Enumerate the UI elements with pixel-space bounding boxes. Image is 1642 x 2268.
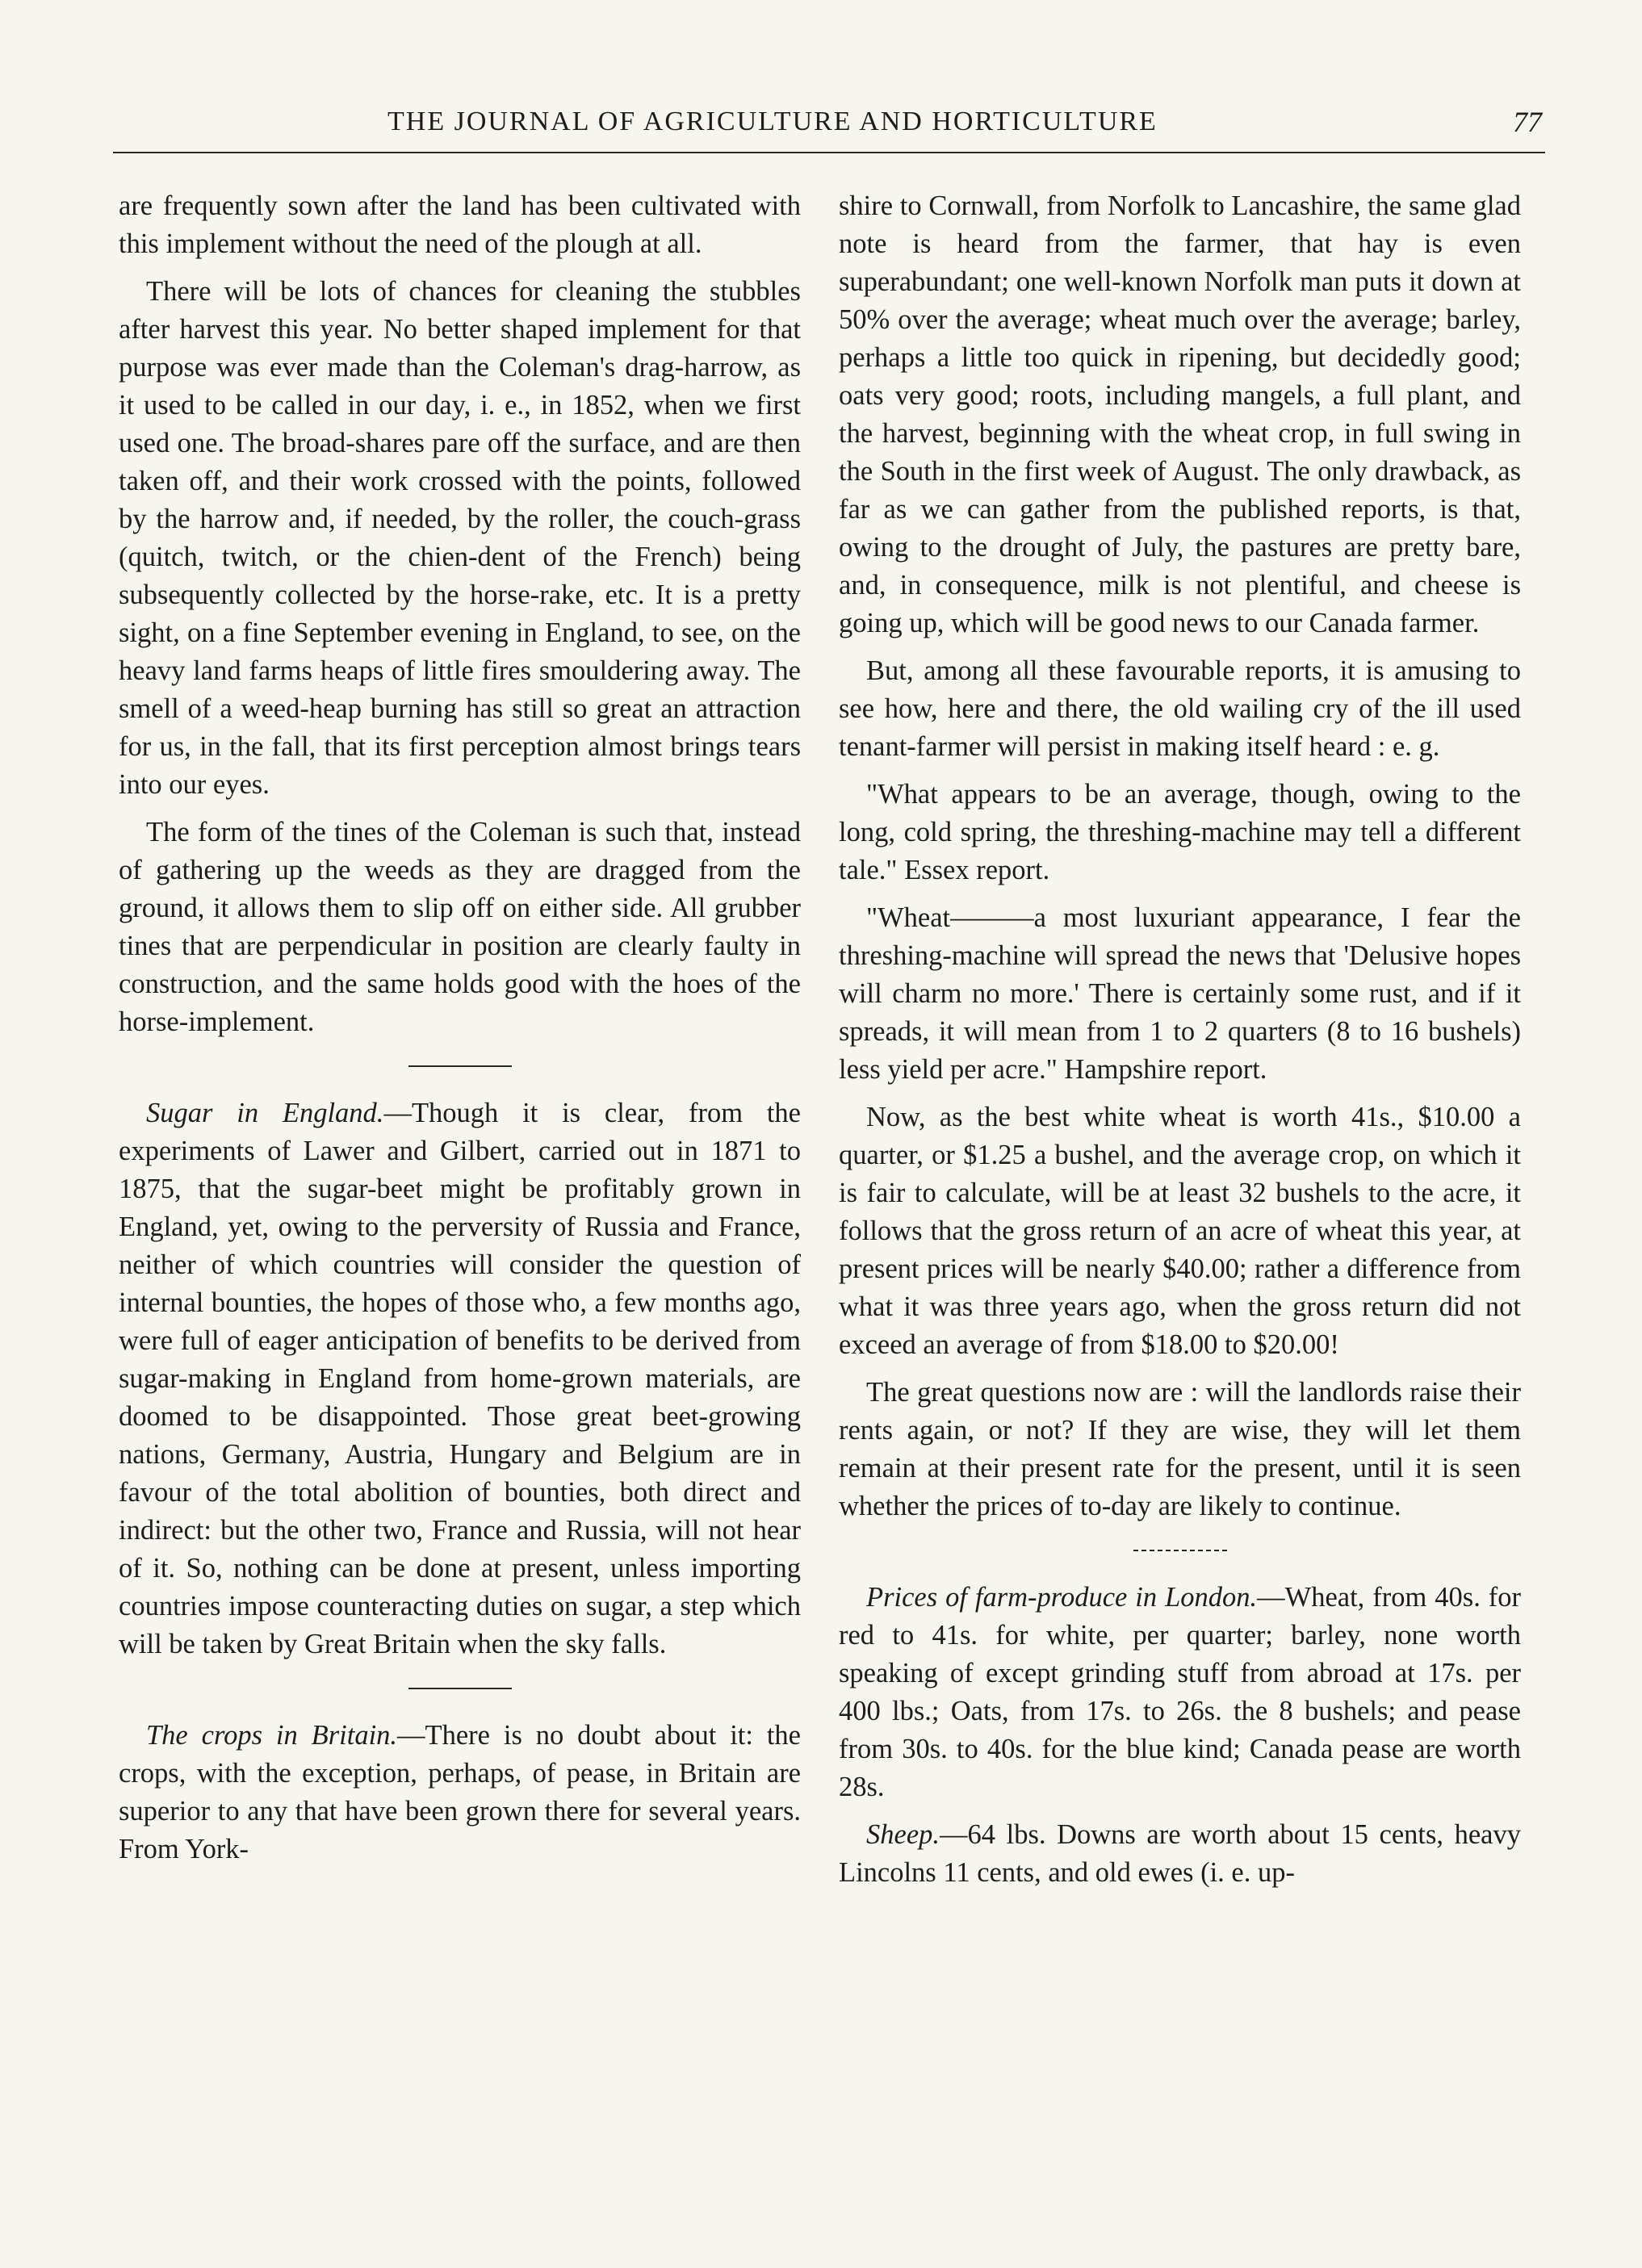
article-prices-heading: Prices of farm-produce in London. (866, 1582, 1258, 1613)
section-divider (1133, 1550, 1227, 1551)
running-title: THE JOURNAL OF AGRICULTURE AND HORTICULTURE (387, 107, 1158, 136)
section-divider (408, 1065, 512, 1067)
page-header (113, 103, 1545, 153)
article-sugar-heading: Sugar in England. (146, 1098, 384, 1128)
article-sheep-body: —64 lbs. Downs are worth about 15 cents, heavy Lincolns 11 cents, and old ewes (i. e. up- (839, 1819, 1521, 1888)
paragraph-wheat-prices: Now, as the best white wheat is worth 41s., $10.00 a quarter, or $1.25 a bushel, and the average crop, on which it is fair to calculate, will be at least 32 bushels to the acre, it follows that the gross return of an acre of wheat this year, at present prices will be nearly $40.00; rather a difference from what it was three years ago, when the gross return did not exceed an average of from $18.00 to $20.00! (839, 1102, 1521, 1360)
left-column (119, 187, 801, 1878)
right-column (839, 187, 1521, 1902)
article-sugar (119, 1094, 801, 1663)
quote-essex-report: "What appears to be an average, though, owing to the long, cold spring, the threshing-machine may tell a different tale." Essex report. (839, 779, 1521, 885)
page-number: 77 (1513, 106, 1542, 138)
article-sheep-heading: Sheep. (866, 1819, 940, 1850)
article-sugar-body: —Though it is clear, from the experiments of Lawer and Gilbert, carried out in 1871 to 1875, that the sugar-beet might be profitably grown in England, yet, owing to the perversity of Russia and France, neither of which countries will consider the question of internal bounties, the hopes of those who, a few months ago, were full of eager anticipation of benefits to be derived from sugar-making in England from home-grown materials, are doomed to be disappointed. Those great beet-growing nations, Germany, Austria, Hungary and Belgium are in favour of the total abolition of bounties, both direct and indirect: but the other two, France and Russia, will not hear of it. So, nothing can be done at present, unless importing countries impose counteracting duties on sugar, a step which will be taken by Great Britain when the sky falls. (119, 1098, 801, 1659)
article-prices (839, 1579, 1521, 1806)
paragraph-landlords: The great questions now are : will the landlords raise their rents again, or not? If they are wise, they will let them remain at their present rate for the present, until it is seen whether the prices of to-day are likely to continue. (839, 1377, 1521, 1521)
article-sheep (839, 1816, 1521, 1892)
paragraph-reports: But, among all these favourable reports, it is amusing to see how, here and there, the old wailing cry of the ill used tenant-farmer will persist in making itself heard : e. g. (839, 655, 1521, 762)
article-prices-body: —Wheat, from 40s. for red to 41s. for white, per quarter; barley, none worth speaking of except grinding stuff from abroad at 17s. per 400 lbs.; Oats, from 17s. to 26s. the 8 bushels; and pease from 30s. to 40s. for the blue kind; Canada pease are worth 28s. (839, 1582, 1521, 1802)
article-crops-heading: The crops in Britain. (146, 1720, 398, 1751)
section-divider (408, 1688, 512, 1689)
paragraph-crops-continued: shire to Cornwall, from Norfolk to Lancashire, the same glad note is heard from the farmer, that hay is even superabundant; one well-known Norfolk man puts it down at 50% over the average; wheat much over the average; barley, perhaps a little too quick in ripening, but decidedly good; oats very good; roots, including mangels, a full plant, and the harvest, beginning with the wheat crop, in full swing in the South in the first week of August. The only drawback, as far as we can gather from the published reports, is that, owing to the drought of July, the pastures are pretty bare, and, in consequence, milk is not plentiful, and cheese is going up, which will be good news to our Canada farmer. (839, 190, 1521, 638)
paragraph-stubbles: There will be lots of chances for cleaning the stubbles after harvest this year. No better shaped implement for that purpose was ever made than the Coleman's drag-harrow, as it used to be called in our day, i. e., in 1852, when we first used one. The broad-shares pare off the surface, and are then taken off, and their work crossed with the points, followed by the harrow and, if needed, by the roller, the couch-grass (quitch, twitch, or the chien-dent of the French) being subsequently collected by the horse-rake, etc. It is a pretty sight, on a fine September evening in England, to see, on the heavy land farms heaps of little fires smouldering away. The smell of a weed-heap burning has still so great an attraction for us, in the fall, that its first perception almost brings tears into our eyes. (119, 276, 801, 800)
article-crops (119, 1717, 801, 1868)
paragraph-tines: The form of the tines of the Coleman is such that, instead of gathering up the weeds as they are dragged from the ground, it allows them to slip off on either side. All grubber tines that are perpendicular in position are clearly faulty in construction, and the same holds good with the hoes of the horse-implement. (119, 817, 801, 1037)
paragraph-continuation: are frequently sown after the land has been cultivated with this implement without the need of the plough at all. (119, 190, 801, 259)
article-crops-body: —There is no doubt about it: the crops, with the exception, perhaps, of pease, in Britain are superior to any that have been grown there for several years. From York- (119, 1720, 801, 1864)
quote-hampshire-report: "Wheat———a most luxuriant appearance, I fear the threshing-machine will spread the news that 'Delusive hopes will charm no more.' There is certainly some rust, and if it spreads, it will mean from 1 to 2 quarters (8 to 16 bushels) less yield per acre." Hampshire report. (839, 902, 1521, 1085)
